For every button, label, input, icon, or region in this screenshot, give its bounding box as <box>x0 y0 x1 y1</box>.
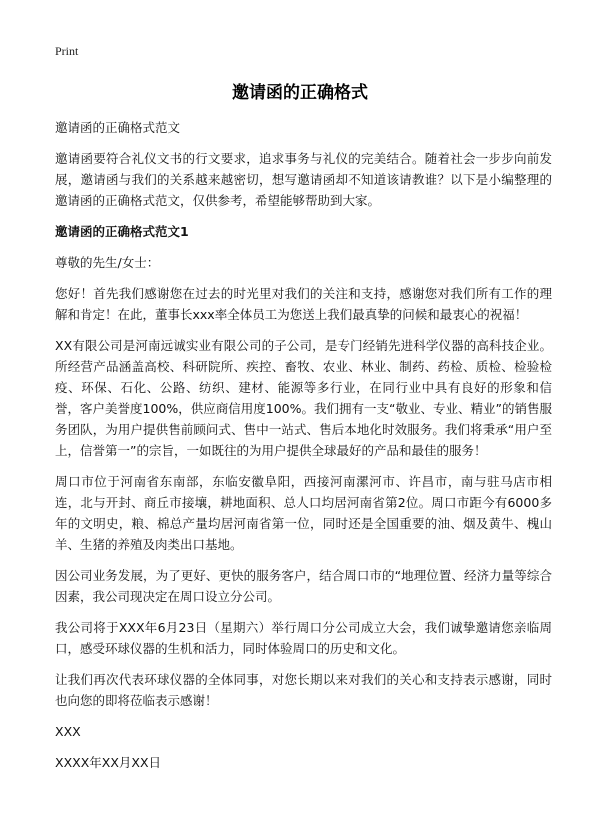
body-paragraph-thanks: 让我们再次代表环球仪器的全体同事，对您长期以来对我们的关心和支持表示感谢，同时也向您的即将莅临表示感谢！ <box>55 672 552 708</box>
intro-heading: 邀请函的正确格式范文 <box>55 120 181 135</box>
article-body <box>55 117 552 783</box>
letter-date: XXXX年XX月XX日 <box>55 755 162 770</box>
body-paragraph-company: XX有限公司是河南远诚实业有限公司的子公司，是专门经销先进科学仪器的高科技企业。所经营产品涵盖高校、科研院所、疾控、畜牧、农业、林业、制药、药检、质检、检验检疫、环保、石化、公路、纺织、建材、能源等多行业，在同行业中具有良好的形象和信誉，客户美誉度100%，供应商信用度100%。我们拥有一支“敬业、专业、精业”的销售服务团队，为用户提供售前顾问式、售中一站式、售后本地化时效服务。我们将秉承“用户至上，信誉第一”的宗旨，一如既往的为用户提供全球最好的产品和最佳的服务！ <box>55 338 552 458</box>
section-title: 邀请函的正确格式范文1 <box>55 224 189 239</box>
print-link[interactable]: Print <box>55 44 79 58</box>
body-paragraph-greeting: 您好！首先我们感谢您在过去的时光里对我们的关注和支持，感谢您对我们所有工作的理解和肯定！在此，董事长xxx率全体员工为您送上我们最真挚的问候和最衷心的祝福！ <box>55 286 552 322</box>
signature: XXX <box>55 724 81 739</box>
body-paragraph-invitation: 我公司将于XXX年6月23日（星期六）举行周口分公司成立大会，我们诚挚邀请您亲临周口，感受环球仪器的生机和活力，同时体验周口的历史和文化。 <box>55 620 552 656</box>
intro-paragraph: 邀请函要符合礼仪文书的行文要求，追求事务与礼仪的完美结合。随着社会一步步向前发展，邀请函与我们的关系越来越密切，想写邀请函却不知道该请教谁？以下是小编整理的邀请函的正确格式范文，仅供参考，希望能够帮助到大家。 <box>55 151 552 208</box>
page-title: 邀请函的正确格式 <box>232 83 368 103</box>
body-paragraph-decision: 因公司业务发展，为了更好、更快的服务客户，结合周口市的“地理位置、经济力量等综合因素，我公司现决定在周口设立分公司。 <box>55 568 552 604</box>
salutation: 尊敬的先生/女士： <box>55 255 160 270</box>
body-paragraph-city: 周口市位于河南省东南部，东临安徽阜阳，西接河南漯河市、许昌市，南与驻马店市相连，北与开封、商丘市接壤，耕地面积、总人口均居河南省第2位。周口市距今有6000多年的文明史，粮、棉总产量均居河南省第一位，同时还是全国重要的油、烟及黄牛、槐山羊、生猪的养殖及肉类出口基地。 <box>55 474 552 552</box>
